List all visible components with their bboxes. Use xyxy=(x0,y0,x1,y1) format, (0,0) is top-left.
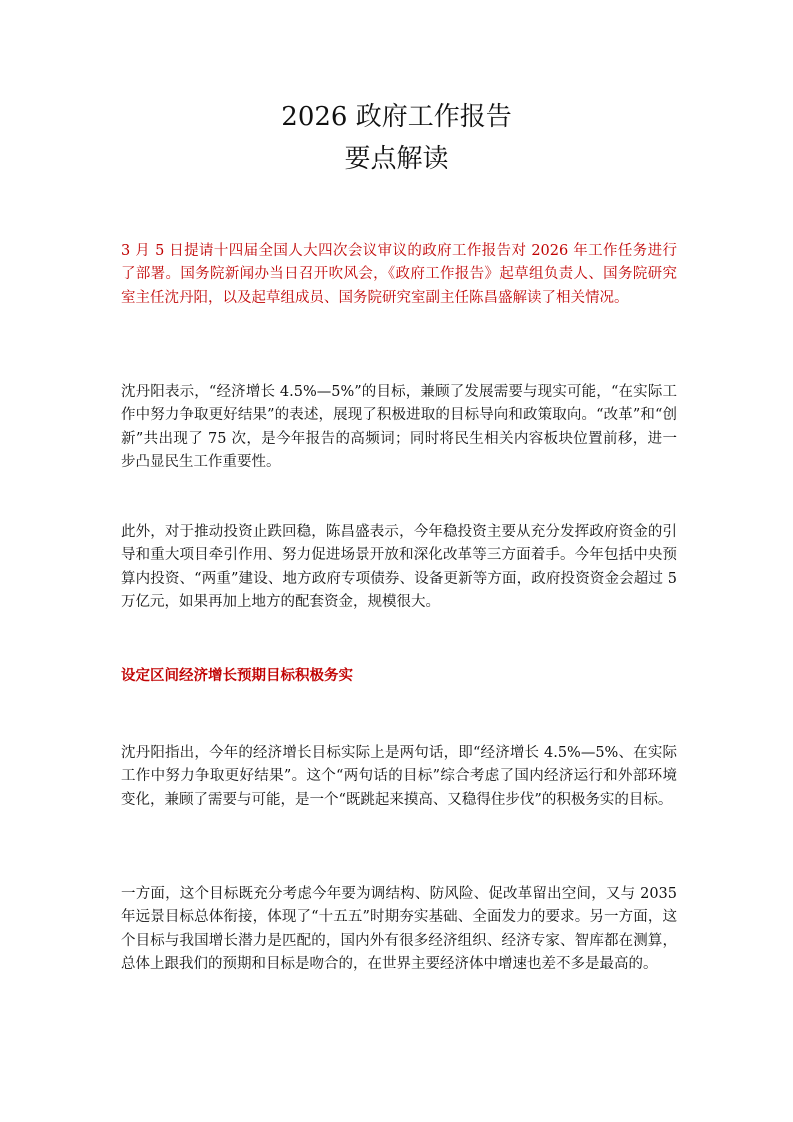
section-heading: 设定区间经济增长预期目标积极务实 xyxy=(121,667,353,684)
body-paragraph-2: 此外，对于推动投资止跌回稳，陈昌盛表示，今年稳投资主要从充分发挥政府资金的引导和重大项目牵引作用、努力促进场景开放和深化改革等三方面着手。今年包括中央预算内投资、“两重”建设、地方政府专项债券、设备更新等方面，政府投资资金会超过 5 万亿元，如果再加上地方的配套资金，规模很大。 xyxy=(121,524,677,610)
body-paragraph-4: 一方面，这个目标既充分考虑今年要为调结构、防风险、促改革留出空间，又与 2035 年远景目标总体衔接，体现了“十五五”时期夯实基础、全面发力的要求。另一方面，这个目标与我国增长潜力是匹配的，国内外有很多经济组织、经济专家、智库都在测算，总体上跟我们的预期和目标是吻合的，在世界主要经济体中增速也差不多是最高的。 xyxy=(121,886,677,972)
body-paragraph-3: 沈丹阳指出，今年的经济增长目标实际上是两句话，即“经济增长 4.5%—5%、在实际工作中努力争取更好结果”。这个“两句话的目标”综合考虑了国内经济运行和外部环境变化，兼顾了需要与可能，是一个“既跳起来摸高、又稳得住步伐”的积极务实的目标。 xyxy=(121,745,677,808)
document-subtitle: 要点解读 xyxy=(344,144,449,174)
document-title: 2026 政府工作报告 xyxy=(281,102,512,132)
body-paragraph-1: 沈丹阳表示，“经济增长 4.5%—5%”的目标，兼顾了发展需要与现实可能，“在实际工作中努力争取更好结果”的表述，展现了积极进取的目标导向和政策取向。“改革”和“创新”共出现了 75 次，是今年报告的高频词；同时将民生相关内容板块位置前移，进一步凸显民生工作重要性。 xyxy=(121,384,677,470)
intro-paragraph: 3 月 5 日提请十四届全国人大四次会议审议的政府工作报告对 2026 年工作任务进行了部署。国务院新闻办当日召开吹风会，《政府工作报告》起草组负责人、国务院研究室主任沈丹阳，以及起草组成员、国务院研究室副主任陈昌盛解读了相关情况。 xyxy=(121,243,677,306)
